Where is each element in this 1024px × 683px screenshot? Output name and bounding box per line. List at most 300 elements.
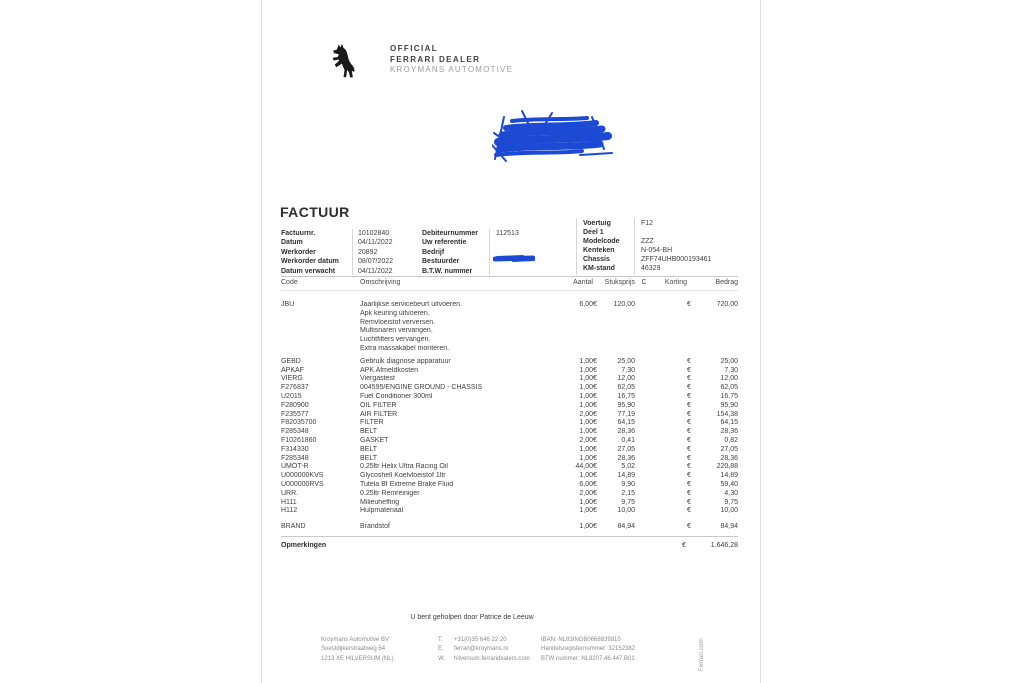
- item-description: Viergastest: [360, 375, 395, 383]
- item-code: F285348: [281, 428, 309, 436]
- meta-row: [281, 267, 393, 276]
- item-currency: €: [593, 392, 597, 400]
- meta-row: [281, 257, 393, 266]
- item-code: F82035700: [281, 419, 317, 427]
- footer-contact: [438, 636, 530, 664]
- item-amount: 0,82: [724, 436, 738, 444]
- item-amount: [699, 310, 738, 319]
- item-currency: €: [687, 428, 691, 436]
- item-quantity: 1,00: [579, 419, 593, 427]
- item-currency: [593, 310, 609, 319]
- item-amount: 7,30: [724, 366, 738, 374]
- item-quantity: [546, 319, 593, 328]
- item-quantity: 1,00: [579, 392, 593, 400]
- item-currency: €: [687, 301, 691, 308]
- item-description: Extra massakabel monteren.: [360, 344, 450, 352]
- total-amount: 1.646,28: [710, 542, 738, 549]
- meta-row: [422, 238, 519, 247]
- item-unit-price: 64,15: [617, 419, 635, 427]
- item-unit-price: [609, 336, 635, 345]
- item-c: [635, 507, 653, 516]
- item-c: [635, 499, 653, 508]
- meta-label: Werkorder: [281, 248, 316, 256]
- item-code: VIERG: [281, 375, 303, 383]
- items-table: [281, 301, 738, 532]
- item-amount: 4,30: [724, 489, 738, 497]
- item-currency: €: [593, 436, 597, 444]
- meta-value: N-054-BH: [641, 247, 673, 255]
- item-unit-price: [609, 327, 635, 336]
- meta-row: [281, 248, 393, 257]
- meta-label: Datum verwacht: [281, 267, 336, 275]
- item-code: [281, 327, 360, 336]
- item-quantity: 6,00: [579, 301, 593, 308]
- item-row: [281, 402, 738, 411]
- item-row: [281, 393, 738, 402]
- item-row: [281, 367, 738, 376]
- redaction-scribble-small: [493, 254, 535, 263]
- meta-row: [281, 238, 393, 247]
- footer-contact-line: [438, 645, 530, 654]
- item-row: [281, 455, 738, 464]
- col-header-stuksprijs: Stuksprijs: [604, 279, 635, 286]
- item-c: [635, 402, 653, 411]
- item-unit-price: 14,89: [617, 472, 635, 480]
- item-quantity: 1,00: [579, 507, 593, 515]
- item-unit-price: 5,02: [621, 463, 635, 471]
- item-korting: [653, 393, 687, 402]
- meta-value: 04/11/2022: [358, 267, 393, 275]
- item-korting: [653, 428, 687, 437]
- item-row: [281, 319, 738, 328]
- item-code: F285348: [281, 454, 309, 462]
- item-currency: €: [687, 384, 691, 392]
- meta-row: [583, 237, 711, 246]
- item-row: [281, 310, 738, 319]
- item-currency: €: [593, 463, 597, 471]
- item-c: [635, 327, 653, 336]
- item-description: APK Afmeldkosten: [360, 366, 418, 374]
- item-description: Remvloeistof verversen.: [360, 318, 436, 326]
- item-currency: €: [687, 410, 691, 418]
- item-currency: €: [687, 507, 691, 515]
- dealer-line-official: OFFICIAL: [390, 44, 439, 53]
- meta-label: Modelcode: [583, 238, 620, 246]
- footer-line: Handelsregisternummer: 32152382: [541, 646, 636, 653]
- item-currency: [593, 319, 609, 328]
- item-quantity: [546, 336, 593, 345]
- item-description: Gebruik diagnose apparatuur: [360, 357, 451, 365]
- footer-contact-value: hilversum.ferraridealers.com: [454, 655, 530, 662]
- item-quantity: 1,00: [579, 472, 593, 480]
- item-korting: [653, 345, 687, 354]
- item-code: UMOT-R: [281, 463, 309, 471]
- item-unit-price: 84,94: [617, 523, 635, 531]
- item-korting: [653, 446, 687, 455]
- item-currency: €: [593, 498, 597, 506]
- item-currency: €: [687, 472, 691, 480]
- item-unit-price: 28,36: [617, 428, 635, 436]
- item-currency: €: [687, 523, 691, 531]
- item-c: [635, 446, 653, 455]
- item-c: [635, 367, 653, 376]
- item-row: [281, 428, 738, 437]
- item-unit-price: 9,75: [621, 498, 635, 506]
- item-row: [281, 472, 738, 481]
- item-amount: 28,36: [720, 454, 738, 462]
- totals-rule: [281, 536, 738, 537]
- footer-contact-value: ferrari@kroymans.nl: [454, 646, 509, 653]
- col-header-aantal: Aantal: [573, 279, 593, 286]
- item-quantity: 44,00: [575, 463, 593, 471]
- item-korting: [653, 481, 687, 490]
- ferrari-com-vertical-text: Ferrari.com: [699, 638, 705, 671]
- item-unit-price: 77,19: [617, 410, 635, 418]
- item-unit-price: [609, 319, 635, 328]
- item-currency: €: [593, 489, 597, 497]
- item-row: [281, 481, 738, 490]
- meta-label: Datum: [281, 239, 303, 247]
- item-row: [281, 327, 738, 336]
- item-amount: [699, 345, 738, 354]
- meta-left: [281, 229, 393, 276]
- item-code: F276837: [281, 384, 309, 392]
- item-description: Tutela Bf Extreme Brake Fluid: [360, 480, 454, 488]
- meta-value: F12: [641, 220, 654, 227]
- item-code: H111: [281, 498, 297, 506]
- item-description: Fuel Conditioner 300ml: [360, 392, 433, 400]
- item-description: 004595/ENGINE GROUND - CHASSIS: [360, 384, 483, 392]
- item-quantity: 1,00: [579, 357, 593, 365]
- item-row: [281, 507, 738, 516]
- notes-label: Opmerkingen: [281, 542, 327, 549]
- item-korting: [653, 437, 687, 446]
- item-currency: €: [687, 480, 691, 488]
- item-row: [281, 354, 738, 367]
- meta-value: 20892: [358, 248, 378, 256]
- item-c: [635, 455, 653, 464]
- meta-middle: [422, 229, 519, 276]
- item-unit-price: 28,36: [617, 454, 635, 462]
- item-quantity: 1,00: [579, 384, 593, 392]
- item-c: [635, 411, 653, 420]
- item-description: Luchtfilters vervangen.: [360, 336, 431, 344]
- item-amount: 59,40: [720, 480, 738, 488]
- item-unit-price: 12,00: [617, 375, 635, 383]
- footer-line: IBAN: NL83INGB0668839910: [541, 637, 621, 643]
- redaction-scribble-large: [492, 109, 614, 163]
- meta-label: Werkorder datum: [281, 258, 339, 266]
- item-c: [635, 428, 653, 437]
- footer-contact-line: [438, 636, 530, 645]
- item-description: FILTER: [360, 419, 384, 427]
- item-code: [281, 310, 360, 319]
- vehicle-divider-1: [576, 218, 577, 275]
- item-code: F314330: [281, 445, 309, 453]
- item-amount: [699, 319, 738, 328]
- item-c: [635, 336, 653, 345]
- item-amount: 9,75: [724, 498, 738, 506]
- item-quantity: [546, 327, 593, 336]
- meta-value: 10102840: [358, 230, 390, 237]
- item-quantity: [546, 345, 593, 354]
- item-unit-price: [609, 345, 635, 354]
- item-description: GASKET: [360, 436, 389, 444]
- meta-label: Chassis: [583, 256, 610, 264]
- item-unit-price: [609, 310, 635, 319]
- meta-row: [583, 246, 711, 255]
- col-header-omschrijving: Omschrijving: [360, 279, 401, 286]
- item-c: [635, 419, 653, 428]
- meta-value: 112513: [496, 230, 519, 237]
- item-unit-price: 62,05: [617, 384, 635, 392]
- item-row: [281, 499, 738, 508]
- invoice-title: FACTUUR: [280, 204, 350, 220]
- item-c: [635, 393, 653, 402]
- item-description: Apk keuring uitvoeren.: [360, 309, 430, 317]
- item-amount: 16,75: [720, 392, 738, 400]
- item-currency: €: [687, 498, 691, 506]
- item-code: [281, 345, 360, 354]
- meta-row: [281, 229, 393, 238]
- item-currency: €: [687, 401, 691, 409]
- item-amount: [699, 336, 738, 345]
- item-row: [281, 463, 738, 472]
- item-code: [281, 336, 360, 345]
- dealer-line-kroymans: KROYMANS AUTOMOTIVE: [390, 65, 514, 74]
- item-currency: €: [593, 454, 597, 462]
- meta-label: B.T.W. nummer: [422, 267, 473, 275]
- item-c: [635, 384, 653, 393]
- footer-contact-line: [438, 655, 530, 664]
- item-quantity: 2,00: [579, 410, 593, 418]
- item-currency: [687, 345, 699, 354]
- item-quantity: 1,00: [579, 366, 593, 374]
- item-currency: €: [593, 507, 597, 515]
- item-row: [281, 411, 738, 420]
- item-currency: €: [593, 301, 597, 308]
- item-korting: [653, 319, 687, 328]
- item-description: OIL FILTER: [360, 401, 397, 409]
- item-code: U2015: [281, 392, 302, 400]
- item-amount: [699, 327, 738, 336]
- item-row: [281, 375, 738, 384]
- meta-label: Bestuurder: [422, 258, 460, 266]
- col-header-bedrag: Bedrag: [715, 279, 739, 286]
- item-code: F280900: [281, 401, 309, 409]
- ferrari-prancing-horse-icon: [329, 41, 357, 81]
- footer-company-address: [321, 636, 394, 664]
- item-korting: [653, 507, 687, 516]
- dealer-header: [390, 44, 513, 76]
- item-korting: [653, 411, 687, 420]
- meta-label: Deel 1: [583, 229, 604, 237]
- item-currency: €: [593, 480, 597, 488]
- item-korting: [653, 310, 687, 319]
- item-quantity: 1,00: [579, 428, 593, 436]
- item-c: [635, 437, 653, 446]
- item-amount: 64,15: [720, 419, 738, 427]
- meta-row: [583, 255, 711, 264]
- meta-value: 04/11/2022: [358, 239, 393, 247]
- item-currency: €: [593, 523, 597, 531]
- item-code: APKAF: [281, 366, 304, 374]
- item-description: Brandstof: [360, 523, 390, 531]
- vehicle-info: [583, 219, 711, 274]
- item-description: BELT: [360, 454, 377, 462]
- meta-row: [583, 219, 711, 228]
- meta-row: [583, 264, 711, 273]
- meta-value: ZFF74UHB000193461: [641, 256, 712, 264]
- item-korting: [653, 384, 687, 393]
- item-korting: [653, 336, 687, 345]
- item-korting: [653, 402, 687, 411]
- item-currency: €: [593, 366, 597, 374]
- col-header-c: C: [641, 279, 647, 286]
- item-code: H112: [281, 507, 298, 515]
- meta-label: Debiteurnummer: [422, 230, 479, 237]
- item-code: U000000RVS: [281, 480, 324, 488]
- item-c: [635, 310, 653, 319]
- item-korting: [653, 367, 687, 376]
- item-amount: 62,05: [720, 384, 738, 392]
- item-amount: 14,89: [720, 472, 738, 480]
- item-currency: €: [687, 436, 691, 444]
- item-korting: [653, 516, 687, 532]
- item-c: [635, 301, 653, 310]
- item-row: [281, 437, 738, 446]
- item-row: [281, 336, 738, 345]
- item-currency: €: [687, 454, 691, 462]
- item-description: Hulpmateriaal: [360, 507, 404, 515]
- item-unit-price: 0,41: [621, 436, 635, 444]
- item-quantity: 1,00: [579, 375, 593, 383]
- item-korting: [653, 301, 687, 310]
- item-korting: [653, 499, 687, 508]
- meta-value: 08/07/2022: [358, 258, 394, 266]
- item-row: [281, 419, 738, 428]
- meta-label: Voertuig: [583, 220, 611, 227]
- meta-label: Bedrijf: [422, 248, 445, 256]
- meta-row: [422, 267, 519, 276]
- meta-value: [635, 228, 641, 237]
- helped-by-text: U bent geholpen door Patrice de Leeuw: [410, 614, 534, 621]
- meta-label: KM-stand: [583, 265, 615, 273]
- item-quantity: 1,00: [579, 445, 593, 453]
- item-korting: [653, 490, 687, 499]
- item-currency: €: [687, 357, 691, 365]
- item-description: BELT: [360, 428, 377, 436]
- meta-label: Factuurnr.: [281, 230, 316, 237]
- meta-divider-2: [489, 229, 490, 275]
- footer-contact-key: T.: [438, 637, 443, 643]
- item-currency: €: [593, 357, 597, 365]
- item-amount: 27,05: [720, 445, 738, 453]
- item-row: [281, 516, 738, 532]
- col-header-code: Code: [281, 279, 298, 286]
- item-unit-price: 27,05: [617, 445, 635, 453]
- item-c: [635, 345, 653, 354]
- item-description: Multisnaren vervangen.: [360, 327, 433, 335]
- item-amount: 154,38: [716, 410, 738, 418]
- item-quantity: 2,00: [579, 489, 593, 497]
- item-description: Jaarlijkse servicebeurt uitvoeren.: [360, 301, 462, 308]
- meta-label: Uw referentie: [422, 239, 467, 247]
- items-header-rule: [281, 290, 738, 291]
- item-description: 0.25ltr Helix Ultra Racing Oil: [360, 463, 448, 471]
- item-quantity: 1,00: [579, 454, 593, 462]
- meta-value: [490, 238, 496, 247]
- item-currency: [593, 336, 609, 345]
- meta-value: ZZZ: [641, 238, 654, 246]
- item-row: [281, 345, 738, 354]
- item-c: [635, 516, 653, 532]
- item-korting: [653, 419, 687, 428]
- item-currency: [593, 345, 609, 354]
- item-amount: 12,00: [720, 375, 738, 383]
- item-currency: [687, 310, 699, 319]
- meta-value: [490, 267, 496, 276]
- item-currency: €: [593, 472, 597, 480]
- item-c: [635, 354, 653, 367]
- meta-value: 46329: [641, 265, 661, 273]
- footer-contact-key: W.: [438, 655, 445, 662]
- items-top-rule: [281, 276, 738, 277]
- item-currency: €: [687, 489, 691, 497]
- item-currency: €: [593, 419, 597, 427]
- footer-line: Kroymans Automotive BV: [321, 637, 390, 643]
- item-row: [281, 384, 738, 393]
- meta-row: [422, 229, 519, 238]
- item-currency: €: [687, 419, 691, 427]
- item-unit-price: 25,00: [617, 357, 635, 365]
- item-quantity: 2,00: [579, 436, 593, 444]
- item-description: BELT: [360, 445, 377, 453]
- item-description: Glycoshell Koelvloeistof 1ltr: [360, 472, 446, 480]
- item-unit-price: 95,90: [617, 401, 635, 409]
- footer-line: Soestdijkerstraatweg 64: [321, 646, 386, 653]
- item-currency: [687, 327, 699, 336]
- footer-registration: [541, 636, 635, 664]
- item-amount: 220,88: [716, 463, 738, 471]
- item-c: [635, 481, 653, 490]
- item-currency: [687, 336, 699, 345]
- item-korting: [653, 327, 687, 336]
- item-c: [635, 375, 653, 384]
- item-currency: €: [593, 401, 597, 409]
- item-amount: 720,00: [716, 301, 738, 308]
- item-row: [281, 490, 738, 499]
- item-currency: €: [687, 392, 691, 400]
- item-currency: €: [593, 445, 597, 453]
- item-row: [281, 446, 738, 455]
- item-code: GEBD: [281, 357, 301, 365]
- meta-divider-1: [352, 229, 353, 275]
- item-quantity: [546, 310, 593, 319]
- item-korting: [653, 463, 687, 472]
- item-c: [635, 463, 653, 472]
- item-description: Milieuheffing: [360, 498, 400, 506]
- footer-line: BTW nummer: NL8207.46.447.B01: [541, 655, 635, 662]
- item-code: JBU: [281, 301, 295, 308]
- item-currency: €: [593, 384, 597, 392]
- item-c: [635, 319, 653, 328]
- item-currency: [593, 327, 609, 336]
- item-currency: €: [687, 445, 691, 453]
- item-description: 0.25ltr Remreiniger: [360, 489, 420, 497]
- item-korting: [653, 375, 687, 384]
- item-amount: 28,36: [720, 428, 738, 436]
